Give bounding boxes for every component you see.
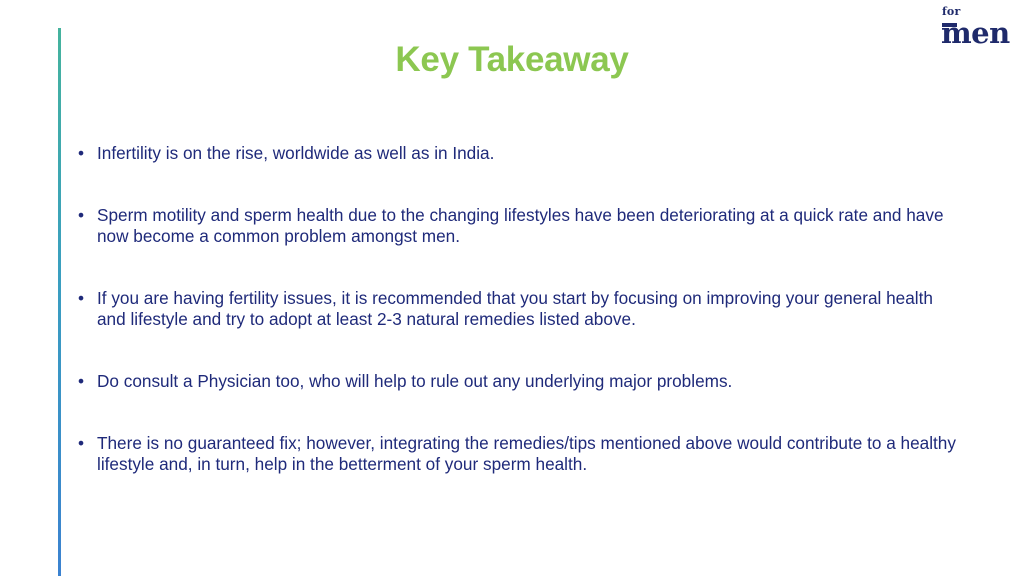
slide-title: Key Takeaway [395,40,629,79]
bullet-text: If you are having fertility issues, it is recommended that you start by focusing on improving your general health and lifestyle and try to adopt at least 2-3 natural remedies listed above. [97,288,933,329]
bullet-item [78,288,958,330]
bullet-text: Do consult a Physician too, who will help to rule out any underlying major problems. [97,371,733,391]
bullet-icon: • [78,205,85,225]
bullet-text: Sperm motility and sperm health due to the changing lifestyles have been deteriorating at a quick rate and have now become a common problem amongst men. [97,205,944,246]
accent-side-bar [58,28,61,576]
bullet-text: There is no guaranteed fix; however, integrating the remedies/tips mentioned above would contribute to a healthy lifestyle and, in turn, help in the betterment of your sperm health. [97,433,956,474]
bullet-item [78,143,958,164]
takeaway-list [78,143,958,516]
bullet-item [78,205,958,247]
bullet-icon: • [78,371,85,391]
bullet-icon: • [78,433,85,453]
bullet-item [78,433,958,475]
bullet-item [78,371,958,392]
logo-for-text: for [942,5,961,18]
bullet-text: Infertility is on the rise, worldwide as well as in India. [97,143,495,163]
logo-men-text: men [941,16,1010,50]
bullet-icon: • [78,143,85,163]
bullet-icon: • [78,288,85,308]
